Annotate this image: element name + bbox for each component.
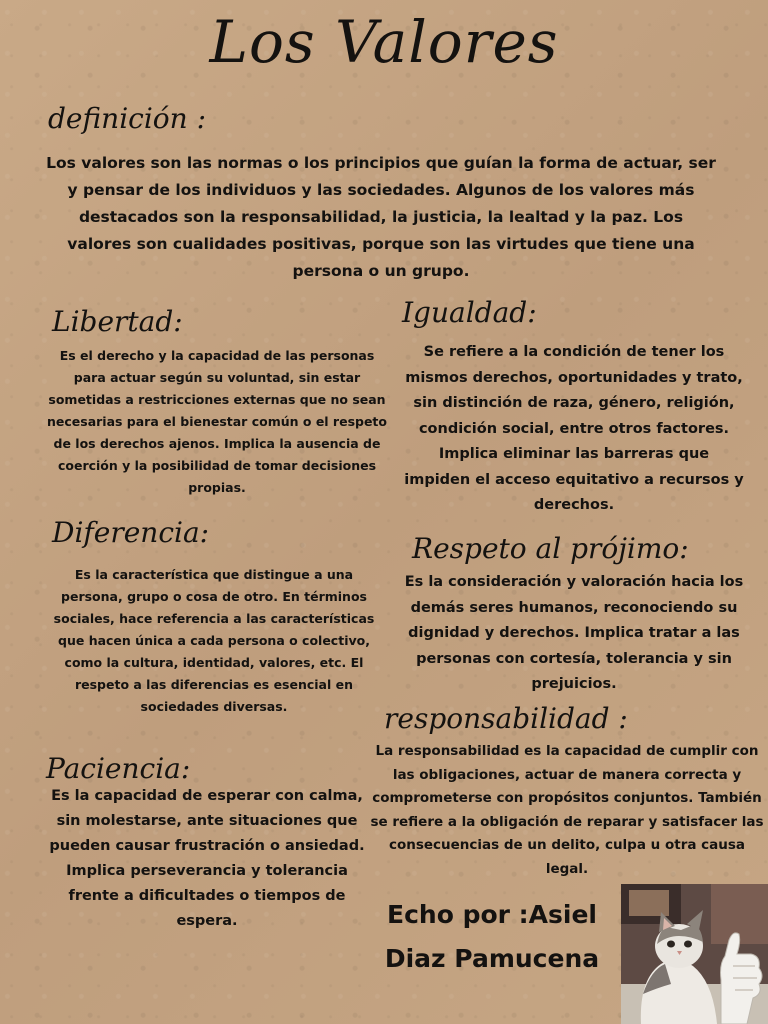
respeto-heading: Respeto al prójimo: xyxy=(412,532,689,565)
responsabilidad-text: La responsabilidad es la capacidad de cumplir con las obligaciones, actuar de manera correcta y comprometerse con propósitos conjuntos. También se refiere a la obligación de reparar y satisfacer las consecuencias de un delito, culpa u otra causa legal. xyxy=(370,743,764,877)
responsabilidad-heading: responsabilidad : xyxy=(384,702,628,735)
libertad-heading: Libertad: xyxy=(52,305,183,338)
libertad-text: Es el derecho y la capacidad de las personas para actuar según su voluntad, sin estar sometidas a restricciones externas que no sean necesarias para el bienestar común o el respeto de los derechos ajenos. Implica la ausencia de coerción y la posibilidad de tomar decisiones propias. xyxy=(46,348,387,495)
cat-thumbs-up-photo xyxy=(621,884,768,1024)
paciencia-text: Es la capacidad de esperar con calma, sin molestarse, ante situaciones que pueden causar frustración o ansiedad. Implica perseverancia y tolerancia frente a dificultades o tiempos de espera. xyxy=(49,788,365,929)
igualdad-heading: Igualdad: xyxy=(402,296,537,329)
cat-photo-illustration xyxy=(621,884,768,1024)
page-title: Los Valores xyxy=(209,8,559,76)
respeto-text: Es la consideración y valoración hacia los demás seres humanos, reconociendo su dignidad y derechos. Implica tratar a las personas con cortesía, tolerancia y sin prejuicios. xyxy=(404,574,744,692)
author-line-1: Echo por :Asiel xyxy=(387,900,597,929)
author-line-2: Diaz Pamucena xyxy=(384,944,600,973)
igualdad-text: Se refiere a la condición de tener los mismos derechos, oportunidades y trato, sin distinción de raza, género, religión, condición social, entre otros factores. Implica eliminar las barreras que impiden el acceso equitativo a recursos y derechos. xyxy=(404,344,744,513)
definition-heading: definición : xyxy=(48,102,207,135)
paciencia-heading: Paciencia: xyxy=(46,752,191,785)
author-credit xyxy=(372,893,612,981)
definition-text: Los valores son las normas o los principios que guían la forma de actuar, ser y pensar de los individuos y las sociedades. Algunos de los valores más destacados son la responsabilidad, la justicia, la lealtad y la paz. Los valores son cualidades positivas, porque son las virtudes que tiene una persona o un grupo. xyxy=(46,154,716,280)
diferencia-heading: Diferencia: xyxy=(52,516,210,549)
diferencia-text: Es la característica que distingue a una persona, grupo o cosa de otro. En términos sociales, hace referencia a las características que hacen única a cada persona o colectivo, como la cultura, identidad, valores, etc. El respeto a las diferencias es esencial en sociedades diversas. xyxy=(53,567,375,714)
